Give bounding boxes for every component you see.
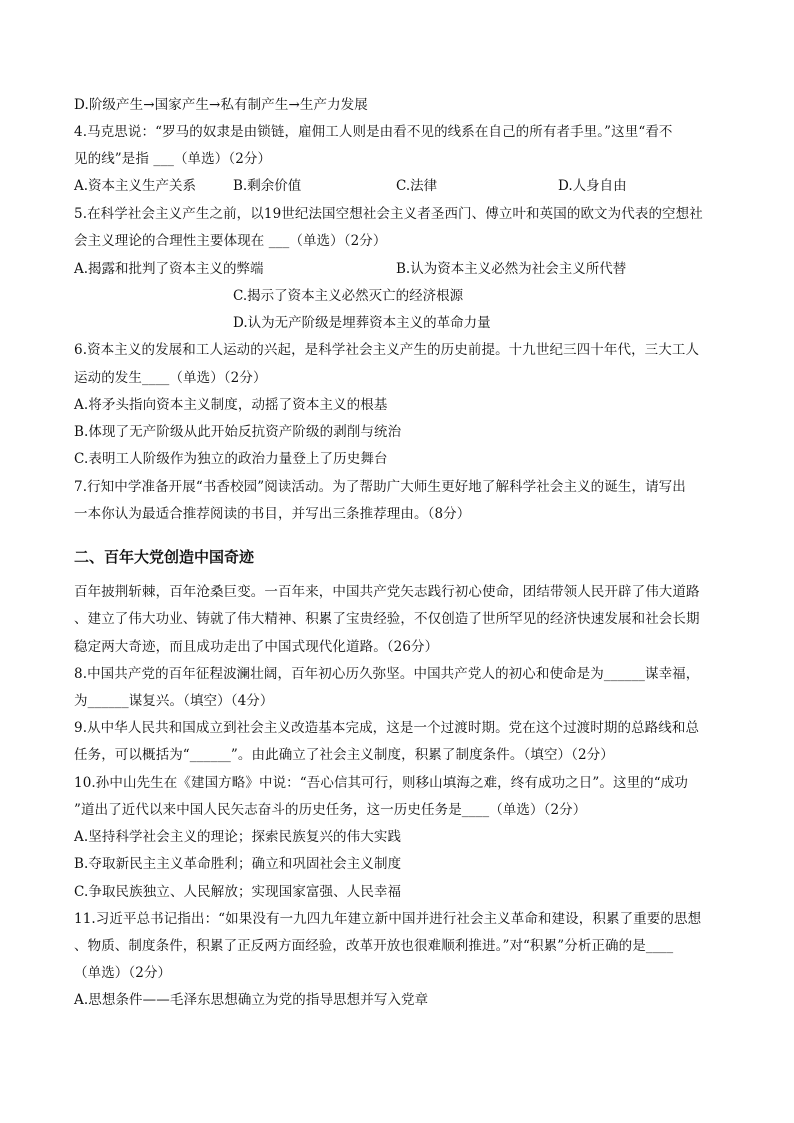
q10-option-b: B.夺取新民主主义革命胜利；确立和巩固社会主义制度 bbox=[74, 856, 402, 872]
q6-option-a: A.将矛头指向资本主义制度，动摇了资本主义的根基 bbox=[74, 397, 388, 413]
q11-stem-line-3: （单选）（2分） bbox=[74, 965, 172, 981]
section-2-intro-line-2: 、建立了伟大功业、铸就了伟大精神、积累了宝贵经验，不仅创造了世所罕见的经济快速发展和社会长期 bbox=[74, 611, 700, 627]
q11-stem-line-1: 11.习近平总书记指出：“如果没有一九四九年建立新中国并进行社会主义革命和建设，积累了重要的思想 bbox=[74, 911, 702, 927]
q4-option-d: D.人身自由 bbox=[558, 178, 627, 194]
q8-stem-line-2: 为______谋复兴。（填空）（4分） bbox=[74, 693, 274, 709]
q11-stem-line-2: 、物质、制度条件，积累了正反两方面经验，改革开放也很难顺利推进。”对“积累”分析正确的是____ bbox=[74, 938, 674, 954]
q7-stem-line-1: 7.行知中学准备开展“书香校园”阅读活动。为了帮助广大师生更好地了解科学社会主义的诞生，请写出 bbox=[74, 479, 686, 495]
q10-stem-line-2: ”道出了近代以来中国人民矢志奋斗的历史任务，这一历史任务是____（单选）（2分） bbox=[74, 802, 587, 818]
q5-stem-line-1: 5.在科学社会主义产生之前，以19世纪法国空想社会主义者圣西门、傅立叶和英国的欧文为代表的空想社 bbox=[74, 206, 703, 222]
q5-stem-line-2: 会主义理论的合理性主要体现在 ___（单选）（2分） bbox=[74, 233, 387, 249]
q5-option-c: C.揭示了资本主义必然灭亡的经济根源 bbox=[233, 288, 464, 304]
q4-option-a: A.资本主义生产关系 bbox=[74, 178, 197, 194]
q11-option-a: A.思想条件——毛泽东思想确立为党的指导思想并写入党章 bbox=[74, 992, 429, 1008]
q4-stem-line-2: 见的线”是指 ___（单选）（2分） bbox=[74, 151, 272, 167]
q8-stem-line-1: 8.中国共产党的百年征程波澜壮阔，百年初心历久弥坚。中国共产党人的初心和使命是为______谋幸福， bbox=[74, 666, 700, 682]
q4-stem-line-1: 4.马克思说：“罗马的奴隶是由锁链，雇佣工人则是由看不见的线系在自己的所有者手里。”这里“看不 bbox=[74, 124, 673, 140]
section-2-heading: 二、百年大党创造中国奇迹 bbox=[74, 548, 255, 566]
q10-option-a: A.坚持科学社会主义的理论；探索民族复兴的伟大实践 bbox=[74, 829, 402, 845]
q5-option-a: A.揭露和批判了资本主义的弊端 bbox=[74, 261, 264, 277]
q9-stem-line-2: 任务，可以概括为“______”。由此确立了社会主义制度，积累了制度条件。（填空）（2分） bbox=[74, 747, 614, 763]
q7-stem-line-2: 一本你认为最适合推荐阅读的书目，并写出三条推荐理由。（8分） bbox=[74, 506, 471, 522]
q5-option-d: D.认为无产阶级是埋葬资本主义的革命力量 bbox=[233, 315, 491, 331]
q6-option-c: C.表明工人阶级作为独立的政治力量登上了历史舞台 bbox=[74, 451, 388, 467]
q6-stem-line-2: 运动的发生____（单选）（2分） bbox=[74, 370, 267, 386]
q4-option-b: B.剩余价值 bbox=[233, 178, 302, 194]
q10-option-c: C.争取民族独立、人民解放；实现国家富强、人民幸福 bbox=[74, 884, 402, 900]
q6-stem-line-1: 6.资本主义的发展和工人运动的兴起，是科学社会主义产生的历史前提。十九世纪三四十年代，三大工人 bbox=[74, 342, 700, 358]
q9-stem-line-1: 9.从中华人民共和国成立到社会主义改造基本完成，这是一个过渡时期。党在这个过渡时期的总路线和总 bbox=[74, 720, 700, 736]
section-2-intro-line-3: 稳定两大奇迹，而且成功走出了中国式现代化道路。（26分） bbox=[74, 639, 439, 655]
q10-stem-line-1: 10.孙中山先生在《建国方略》中说：“吾心信其可行，则移山填海之难，终有成功之日”。这里的“成功 bbox=[74, 775, 688, 791]
q5-option-b: B.认为资本主义必然为社会主义所代替 bbox=[396, 261, 627, 277]
section-2-intro-line-1: 百年披荆斩棘，百年沧桑巨变。一百年来，中国共产党矢志践行初心使命，团结带领人民开辟了伟大道路 bbox=[74, 584, 700, 600]
q6-option-b: B.体现了无产阶级从此开始反抗资产阶级的剥削与统治 bbox=[74, 424, 402, 440]
q3-option-d: D.阶级产生→国家产生→私有制产生→生产力发展 bbox=[74, 97, 368, 113]
q4-option-c: C.法律 bbox=[396, 178, 438, 194]
